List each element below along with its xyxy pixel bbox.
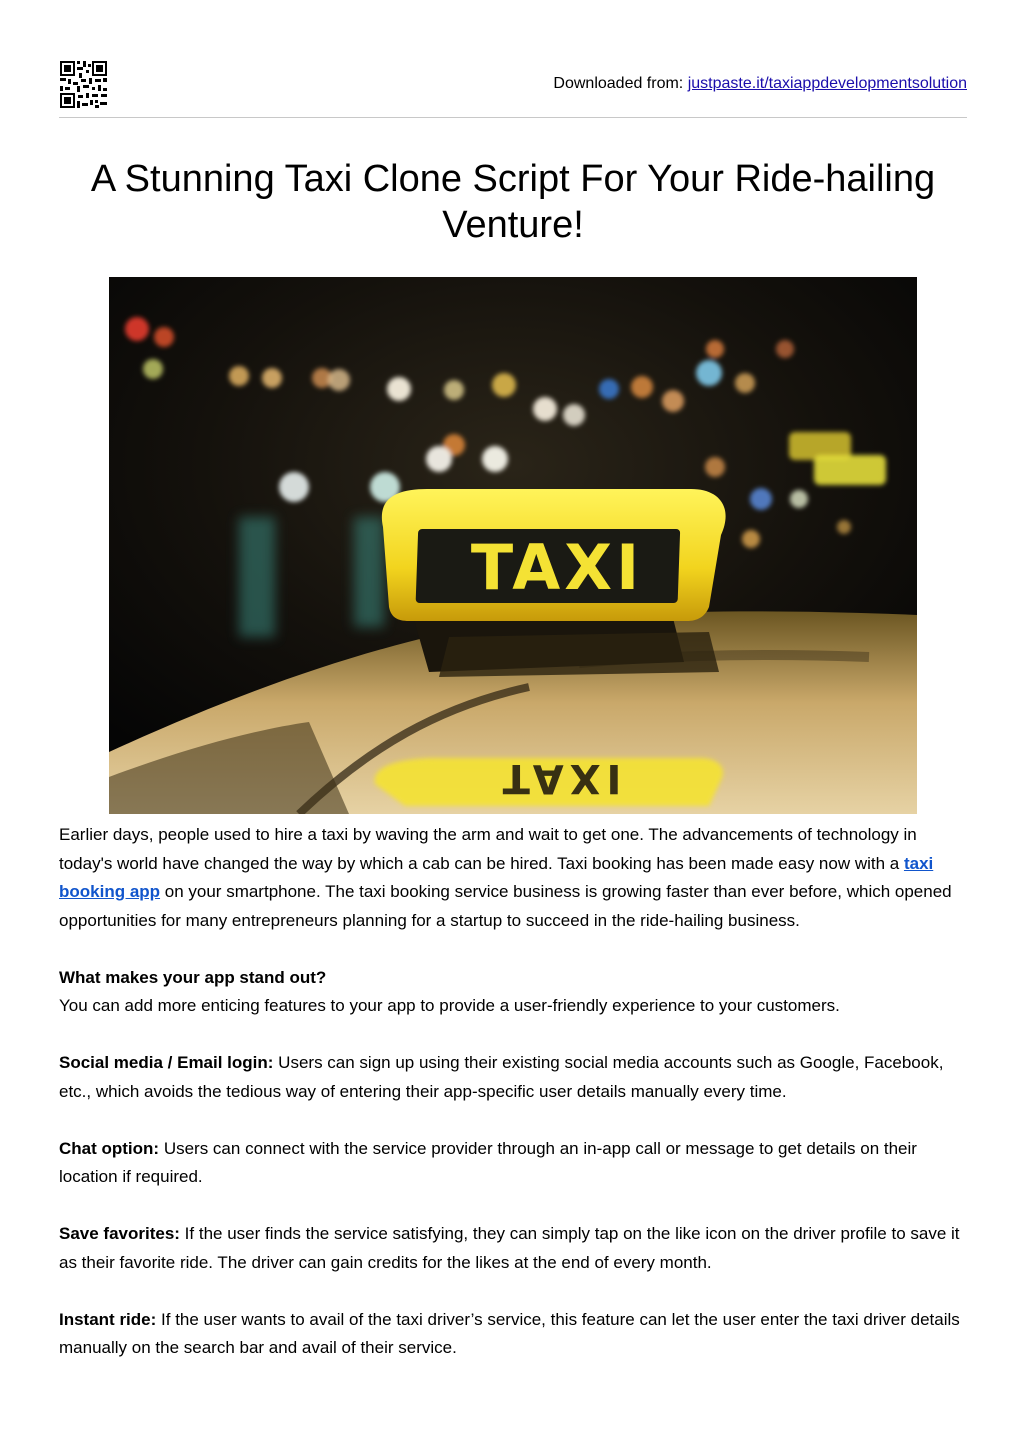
feature-title: Social media / Email login: (59, 1053, 274, 1072)
section-text: You can add more enticing features to your app to provide a user-friendly experience to your customers. (59, 996, 840, 1015)
feature-save-favorites (59, 1220, 971, 1277)
feature-text: If the user wants to avail of the taxi driver’s service, this feature can let the user enter the taxi driver details manually on the search bar and avail of their service. (59, 1309, 960, 1357)
section-heading: What makes your app stand out? (59, 967, 327, 987)
intro-paragraph: Earlier days, people used to hire a taxi by waving the arm and wait to get one. The advancements of technology in today's world have changed the way by which a cab can be hired. Taxi booking has been made easy now with a taxi booking app on your smartphone. The taxi booking service business is growing faster than ever before, which opened opportunities for many entrepreneurs planning for a startup to succeed in the ride-hailing business. (59, 825, 952, 930)
page-header (59, 60, 967, 118)
feature-instant-ride (59, 1306, 971, 1363)
feature-title: Chat option: (59, 1138, 160, 1158)
feature-social-login (59, 1049, 971, 1106)
download-source (553, 74, 967, 94)
article-body (59, 821, 971, 1391)
download-label: Downloaded from: (553, 75, 684, 92)
feature-text: Users can sign up using their existing social media accounts such as Google, Facebook, etc., which avoids the tedious way of entering their app-specific user details manually every time. (59, 1053, 944, 1101)
feature-text: If the user finds the service satisfying, they can simply tap on the like icon on the driver profile to save it as their favorite ride. The driver can gain credits for the likes at the end of every month. (59, 1224, 960, 1272)
source-link[interactable]: justpaste.it/taxiappdevelopmentsolution (687, 75, 967, 92)
taxi-sign-reflection: TAXI (502, 755, 628, 801)
standout-section (59, 964, 971, 1021)
feature-title: Save favorites: (59, 1224, 180, 1243)
feature-text: Users can connect with the service provider through an in-app call or message to get details on their location if required. (59, 1138, 917, 1186)
feature-chat-option (59, 1135, 971, 1192)
taxi-booking-app-link[interactable]: taxi booking app (59, 853, 934, 901)
feature-title: Instant ride: (59, 1309, 157, 1329)
taxi-sign-text: TAXI (470, 531, 644, 604)
page-title: A Stunning Taxi Clone Script For Your Ride-hailing Venture! (90, 158, 936, 246)
taxi-hero-image (109, 277, 917, 814)
qr-code-icon (59, 60, 108, 109)
